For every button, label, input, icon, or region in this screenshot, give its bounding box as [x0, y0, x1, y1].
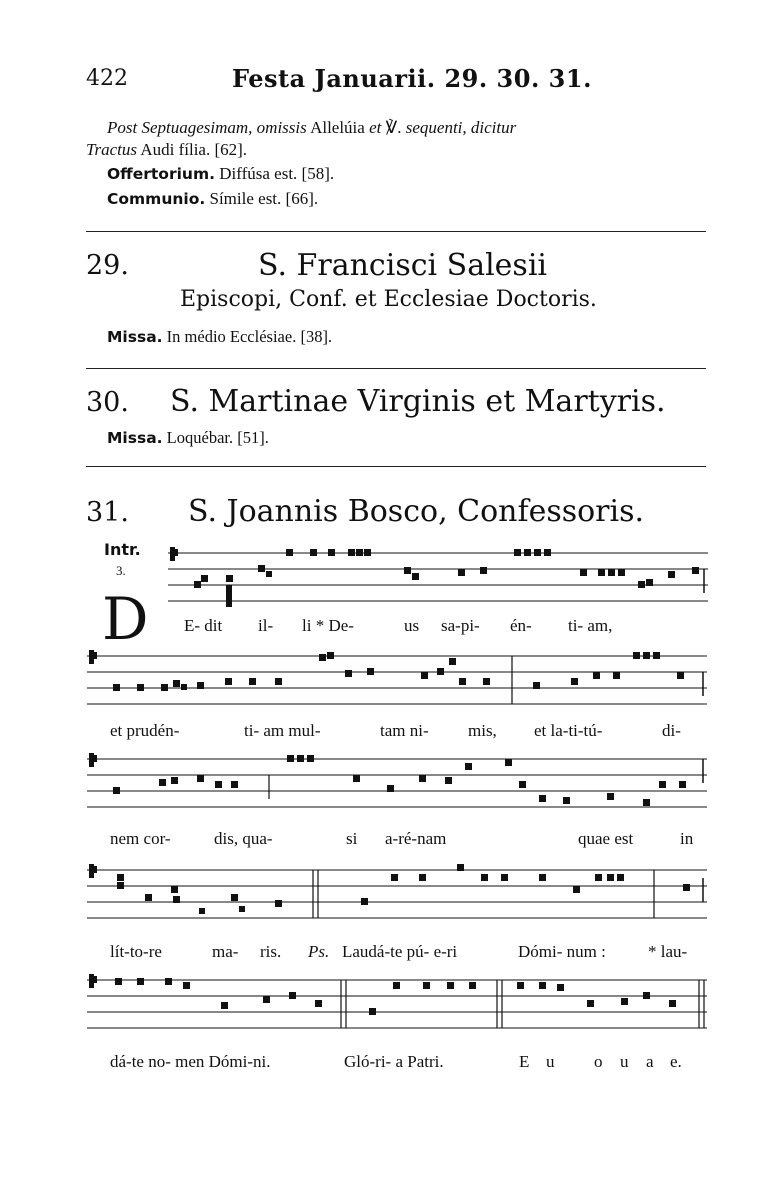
- feast-number: 29.: [86, 250, 129, 281]
- staff-4-notation: [87, 862, 707, 924]
- page-number: 422: [86, 66, 128, 91]
- missa-line: Missa. Loquébar. [51].: [107, 428, 269, 447]
- chant-staff-3: [87, 751, 707, 813]
- chant-staff-4: [87, 862, 707, 924]
- divider: [86, 231, 706, 232]
- staff-1-notation: [168, 545, 708, 607]
- feast-title: S. Joannis Bosco, Confessoris.: [188, 494, 645, 529]
- feast-title: S. Martinae Virginis et Martyris.: [170, 384, 666, 419]
- missa-line: Missa. In médio Ecclésiae. [38].: [107, 327, 333, 346]
- feast-number: 31.: [86, 497, 129, 528]
- staff-2-notation: [87, 648, 707, 708]
- rubric-line-1: Post Septuagesimam, omissis Allelúia et ℣. sequenti, dicitur: [107, 118, 517, 137]
- feast-number: 30.: [86, 387, 129, 418]
- staff-5-notation: [87, 972, 707, 1034]
- divider: [86, 368, 706, 369]
- chant-staff-1: [168, 545, 708, 607]
- offertorium-line: Offertorium. Diffúsa est. [58].: [107, 164, 335, 183]
- communio-line: Communio. Símile est. [66].: [107, 189, 319, 208]
- drop-cap-initial: D: [102, 585, 149, 653]
- chant-staff-2: [87, 648, 707, 708]
- feast-subtitle: Episcopi, Conf. et Ecclesiae Doctoris.: [180, 287, 597, 312]
- staff-3-notation: [87, 751, 707, 813]
- introit-label: Intr.: [104, 540, 141, 559]
- page-title: Festa Januarii. 29. 30. 31.: [232, 64, 592, 93]
- feast-title: S. Francisci Salesii: [258, 248, 548, 283]
- mode-number: 3.: [116, 563, 126, 578]
- rubric-line-2: Tractus Audi fília. [62].: [86, 140, 248, 159]
- divider: [86, 466, 706, 467]
- chant-staff-5: [87, 972, 707, 1034]
